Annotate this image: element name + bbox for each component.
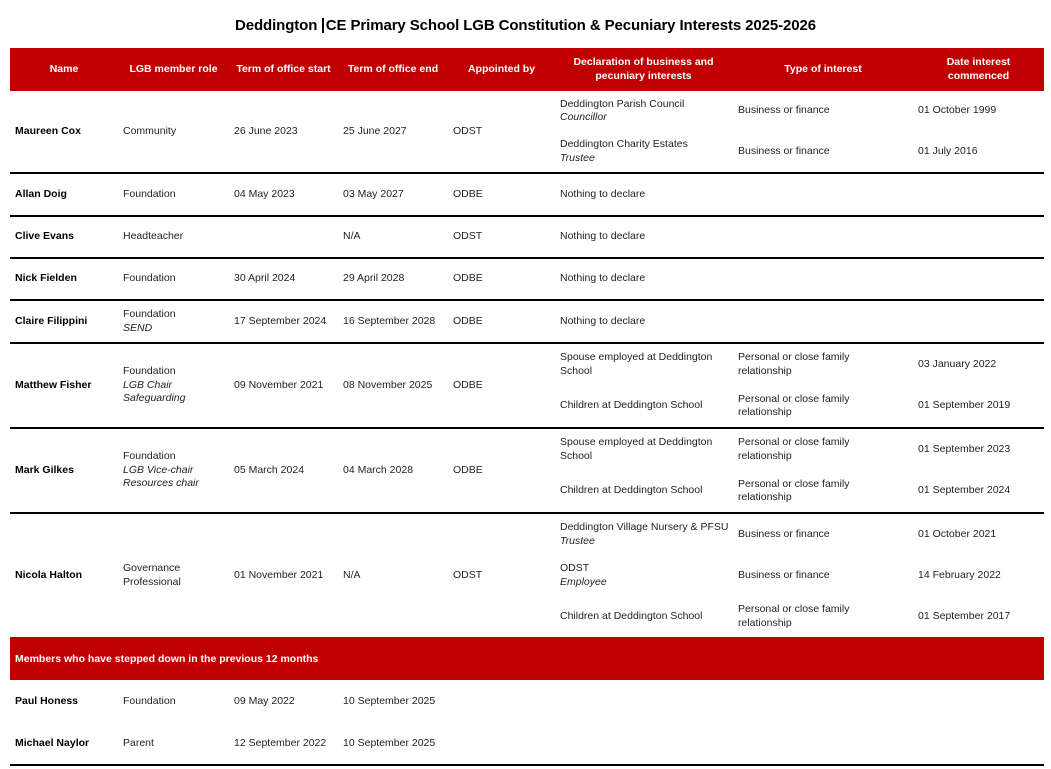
interest-type: Personal or close family relationship <box>738 392 850 419</box>
declaration-org: Children at Deddington School <box>560 399 703 412</box>
member-role-cell <box>118 723 229 764</box>
declaration-cell <box>555 471 733 513</box>
member-name: Clive Evans <box>15 230 74 243</box>
appointed-by <box>448 680 555 723</box>
member-name: Matthew Fisher <box>15 378 92 391</box>
declaration-org: Nothing to declare <box>560 272 646 285</box>
declarations-group <box>555 429 1044 512</box>
declaration-org: Deddington Village Nursery & PFSU <box>560 520 729 533</box>
term-end: 25 June 2027 <box>343 124 407 137</box>
declaration-position: Trustee <box>560 151 595 164</box>
column-header-declaration: Declaration of business and pecuniary interests <box>573 56 714 82</box>
declaration-entry <box>555 596 1044 637</box>
stepped-down-member-row <box>10 723 1044 766</box>
member-row <box>10 344 1044 429</box>
interest-type <box>733 259 913 299</box>
declaration-org: Spouse employed at Deddington School <box>560 351 713 377</box>
text-cursor <box>322 18 324 33</box>
declaration-position: Councillor <box>560 111 607 124</box>
document-title-block <box>0 0 1051 48</box>
term-end: 04 March 2028 <box>343 463 414 476</box>
declarations-group <box>555 723 1044 764</box>
member-name: Paul Honess <box>15 694 79 707</box>
member-name: Claire Filippini <box>15 314 88 327</box>
interest-type: Personal or close family relationship <box>738 602 850 629</box>
member-name: Allan Doig <box>15 187 67 200</box>
interest-date: 01 September 2024 <box>918 484 1011 497</box>
declaration-entry <box>555 429 1044 471</box>
interest-type <box>733 174 913 215</box>
term-start: 30 April 2024 <box>234 272 296 285</box>
member-role-note: Resources chair <box>123 477 199 490</box>
interest-date <box>913 217 1044 257</box>
column-header-role: LGB member role <box>129 62 218 75</box>
declaration-cell <box>555 217 733 257</box>
interest-date <box>913 259 1044 299</box>
member-name: Nicola Halton <box>15 568 83 581</box>
appointed-by: ODST <box>453 124 483 137</box>
declarations-group <box>555 174 1044 215</box>
member-role-cell <box>118 217 229 257</box>
interest-date: 01 October 1999 <box>918 104 997 117</box>
member-role-cell <box>118 91 229 172</box>
page-title-part1: Deddington <box>234 17 318 34</box>
member-name: Nick Fielden <box>15 272 77 285</box>
appointed-by: ODBE <box>453 463 483 476</box>
column-header-date: Date interest commenced <box>946 56 1011 82</box>
member-role: Headteacher <box>123 230 184 243</box>
page-title <box>235 17 816 34</box>
interest-date: 14 February 2022 <box>918 568 1001 581</box>
declaration-cell <box>555 514 733 555</box>
declaration-cell <box>555 174 733 215</box>
member-row <box>10 514 1044 637</box>
column-header-name: Name <box>49 62 79 75</box>
member-role-cell <box>118 174 229 215</box>
appointed-by: ODST <box>453 230 483 243</box>
interest-type: Business or finance <box>738 104 830 117</box>
declaration-org: Spouse employed at Deddington School <box>560 436 713 462</box>
declaration-org: Deddington Parish Council <box>560 97 685 110</box>
interest-date: 01 October 2021 <box>918 527 997 540</box>
declaration-entry <box>555 344 1044 386</box>
member-role: Foundation <box>123 187 176 200</box>
member-role: Community <box>123 124 177 137</box>
term-end: 16 September 2028 <box>343 314 436 327</box>
term-start: 12 September 2022 <box>234 736 327 749</box>
declaration-entry <box>555 174 1044 215</box>
member-role-cell <box>118 259 229 299</box>
member-row <box>10 174 1044 217</box>
declaration-cell <box>555 386 733 428</box>
column-header-term-end: Term of office end <box>347 62 439 75</box>
member-role: Foundation <box>123 272 176 285</box>
term-end: 29 April 2028 <box>343 272 405 285</box>
column-header-type: Type of interest <box>784 62 862 75</box>
declaration-cell <box>555 91 733 132</box>
declaration-entry <box>555 259 1044 299</box>
constitution-table <box>10 48 1044 766</box>
member-row <box>10 301 1044 344</box>
declaration-org: Nothing to declare <box>560 187 646 200</box>
member-role-note: Safeguarding <box>123 392 186 405</box>
interest-date <box>913 174 1044 215</box>
interest-type: Business or finance <box>738 144 830 157</box>
term-start <box>229 217 338 257</box>
declaration-entry <box>555 217 1044 257</box>
interest-type: Business or finance <box>738 527 830 540</box>
interest-date: 03 January 2022 <box>918 357 997 370</box>
declaration-cell <box>555 301 733 342</box>
declarations-group <box>555 301 1044 342</box>
member-role-note: LGB Vice-chair <box>123 463 194 476</box>
term-start: 17 September 2024 <box>234 314 327 327</box>
declaration-position: Trustee <box>560 534 595 547</box>
appointed-by: ODBE <box>453 314 483 327</box>
member-role: Foundation <box>123 307 176 320</box>
interest-type <box>733 301 913 342</box>
stepped-down-section-header: Members who have stepped down in the previous 12 months <box>10 637 1044 680</box>
member-row <box>10 259 1044 301</box>
term-start: 26 June 2023 <box>234 124 298 137</box>
term-start: 04 May 2023 <box>234 187 295 200</box>
declaration-entry <box>555 301 1044 342</box>
declaration-entry <box>555 471 1044 513</box>
declaration-org: Nothing to declare <box>560 230 646 243</box>
member-role: Foundation <box>123 450 176 463</box>
declaration-entry <box>555 91 1044 132</box>
term-end: N/A <box>343 568 361 581</box>
declaration-entry <box>555 514 1044 555</box>
stepped-down-member-row <box>10 680 1044 723</box>
interest-type: Personal or close family relationship <box>738 351 850 377</box>
term-start: 09 November 2021 <box>234 378 324 391</box>
declaration-cell <box>555 344 733 386</box>
page-title-part2: CE Primary School LGB Constitution & Pecuniary Interests 2025-2026 <box>325 17 817 34</box>
declaration-cell <box>555 259 733 299</box>
column-header-term-start: Term of office start <box>236 62 331 75</box>
member-name: Michael Naylor <box>15 736 90 749</box>
interest-date: 01 July 2016 <box>918 144 978 157</box>
term-end: 10 September 2025 <box>343 694 436 707</box>
appointed-by: ODBE <box>453 272 483 285</box>
member-row <box>10 217 1044 259</box>
term-end: 08 November 2025 <box>343 378 433 391</box>
member-role-cell <box>118 301 229 342</box>
term-start: 05 March 2024 <box>234 463 305 476</box>
member-role-note: LGB Chair <box>123 378 173 391</box>
appointed-by: ODBE <box>453 378 483 391</box>
interest-date: 01 September 2019 <box>918 399 1011 412</box>
column-header-appointed-by: Appointed by <box>467 62 536 75</box>
member-row <box>10 429 1044 514</box>
declarations-group <box>555 514 1044 637</box>
term-end: N/A <box>343 230 361 243</box>
member-row <box>10 91 1044 174</box>
declarations-group <box>555 91 1044 172</box>
declaration-org: Deddington Charity Estates <box>560 138 688 151</box>
appointed-by: ODST <box>453 568 483 581</box>
appointed-by: ODBE <box>453 187 483 200</box>
declaration-org: Children at Deddington School <box>560 484 703 497</box>
member-role: Foundation <box>123 365 176 378</box>
declaration-org: ODST <box>560 561 590 574</box>
interest-type <box>733 217 913 257</box>
interest-type: Personal or close family relationship <box>738 436 850 462</box>
term-start: 09 May 2022 <box>234 694 295 707</box>
term-end: 03 May 2027 <box>343 187 404 200</box>
declaration-entry <box>555 132 1044 173</box>
declarations-group <box>555 217 1044 257</box>
member-role-cell <box>118 680 229 723</box>
member-role: Parent <box>123 736 154 749</box>
member-role-cell <box>118 429 229 512</box>
member-name: Mark Gilkes <box>15 463 74 476</box>
member-role-note: SEND <box>123 321 153 334</box>
interest-type: Business or finance <box>738 568 830 581</box>
interest-date <box>913 301 1044 342</box>
table-header-row <box>10 48 1044 91</box>
interest-date: 01 September 2017 <box>918 609 1011 622</box>
member-role-cell <box>118 514 229 637</box>
declaration-org: Children at Deddington School <box>560 609 703 622</box>
member-role: Governance Professional <box>123 561 181 588</box>
member-role: Foundation <box>123 694 176 707</box>
member-name: Maureen Cox <box>15 124 81 137</box>
declarations-group <box>555 344 1044 427</box>
declaration-cell <box>555 596 733 637</box>
declaration-position: Employee <box>560 575 607 588</box>
declarations-group <box>555 259 1044 299</box>
declaration-org: Nothing to declare <box>560 314 646 327</box>
declaration-entry <box>555 386 1044 428</box>
member-role-cell <box>118 344 229 427</box>
declaration-cell <box>555 132 733 173</box>
term-end: 10 September 2025 <box>343 736 436 749</box>
declaration-cell <box>555 429 733 471</box>
interest-date: 01 September 2023 <box>918 442 1011 455</box>
declarations-group <box>555 680 1044 723</box>
term-start: 01 November 2021 <box>234 568 324 581</box>
declaration-cell <box>555 555 733 596</box>
declaration-entry <box>555 555 1044 596</box>
appointed-by <box>448 723 555 764</box>
interest-type: Personal or close family relationship <box>738 477 850 504</box>
